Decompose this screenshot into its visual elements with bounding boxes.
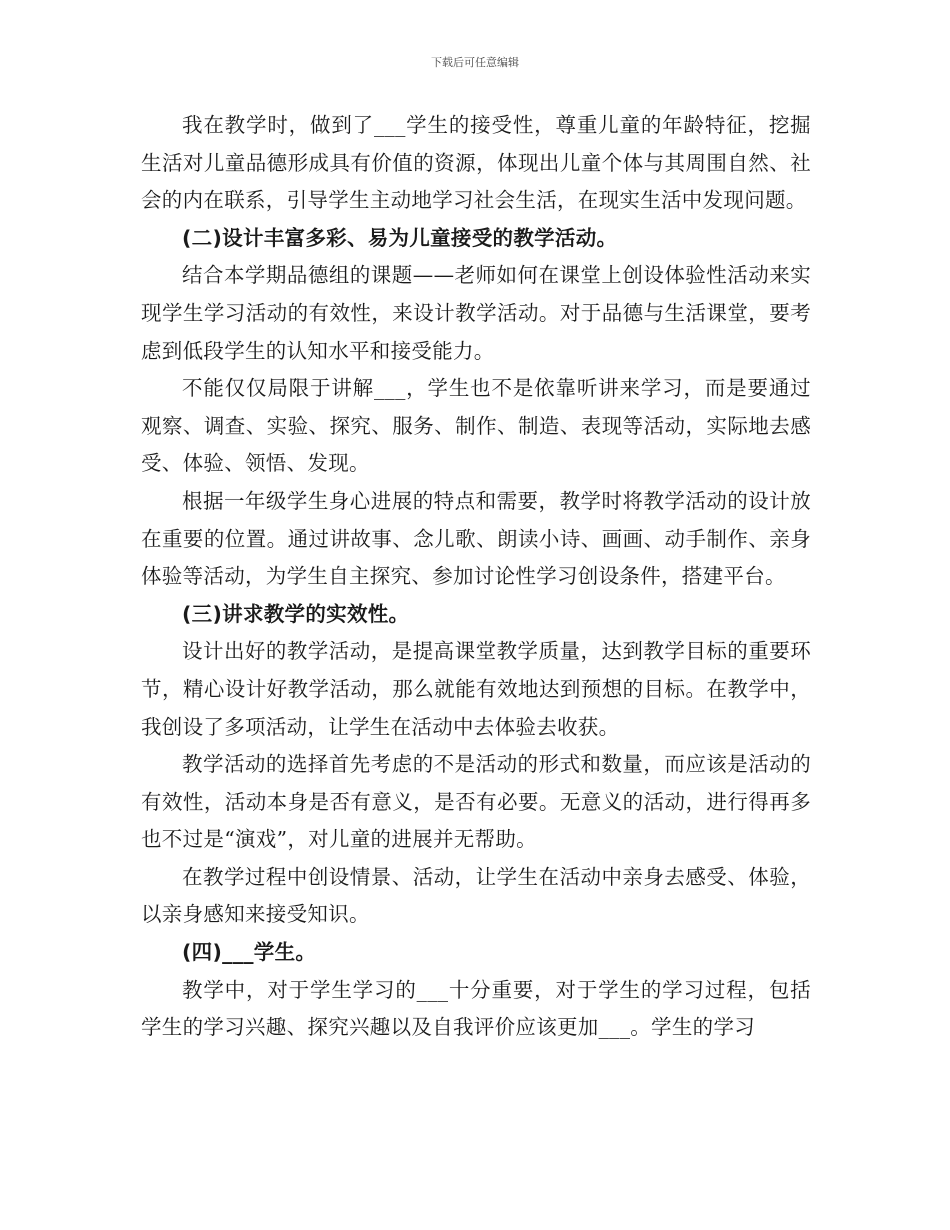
document-body [141,107,811,1047]
section-heading-3: (三)讲求教学的实效性。 [182,601,410,626]
paragraph-5: 设计出好的教学活动，是提高课堂教学质量，达到教学目标的重要环节，精心设计好教学活动，那么就能有效地达到预想的目标。在教学中，我创设了多项活动，让学生在活动中去体验去收获。 [141,639,811,739]
paragraph-8: 教学中，对于学生学习的___十分重要，对于学生的学习过程，包括学生的学习兴趣、探究兴趣以及自我评价应该更加___。学生的学习 [141,977,811,1040]
paragraph-3: 不能仅仅局限于讲解___，学生也不是依靠听讲来学习，而是要通过观察、调查、实验、探究、服务、制作、制造、表现等活动，实际地去感受、体验、领悟、发现。 [141,376,811,476]
paragraph-1: 我在教学时，做到了___学生的接受性，尊重儿童的年龄特征，挖掘生活对儿童品德形成具有价值的资源，体现出儿童个体与其周围自然、社会的内在联系，引导学生主动地学习社会生活，在现实生活中发现问题。 [141,113,811,213]
paragraph-7: 在教学过程中创设情景、活动，让学生在活动中亲身去感受、体验，以亲身感知来接受知识。 [141,864,811,927]
section-heading-2: (二)设计丰富多彩、易为儿童接受的教学活动。 [182,225,618,250]
section-heading-4: (四)___学生。 [182,940,317,965]
page-header: 下载后可任意编辑 [431,56,519,69]
paragraph-4: 根据一年级学生身心进展的特点和需要，教学时将教学活动的设计放在重要的位置。通过讲故事、念儿歌、朗读小诗、画画、动手制作、亲身体验等活动，为学生自主探究、参加讨论性学习创设条件，搭建平台。 [141,488,811,589]
paragraph-2: 结合本学期品德组的课题——老师如何在课堂上创设体验性活动来实现学生学习活动的有效性，来设计教学活动。对于品德与生活课堂，要考虑到低段学生的认知水平和接受能力。 [141,263,811,363]
paragraph-6: 教学活动的选择首先考虑的不是活动的形式和数量，而应该是活动的有效性，活动本身是否有意义，是否有必要。无意义的活动，进行得再多也不过是“演戏”，对儿童的进展并无帮助。 [141,752,811,852]
